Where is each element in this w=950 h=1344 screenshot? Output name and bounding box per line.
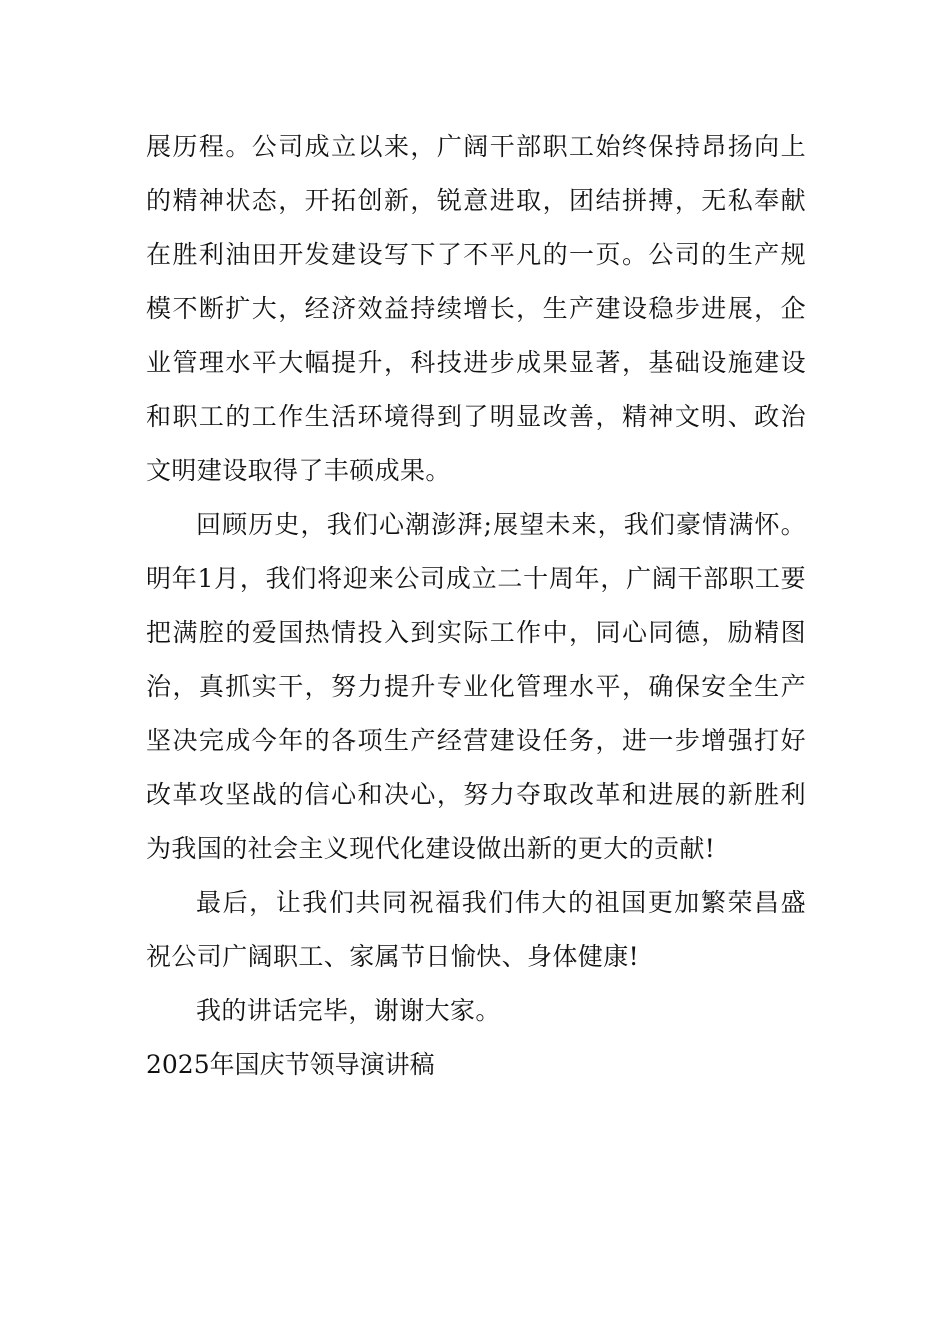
paragraph-line: 模不断扩大，经济效益持续增长，生产建设稳步进展，企 <box>146 294 806 323</box>
paragraph-line: 把满腔的爱国热情投入到实际工作中，同心同德，励精图 <box>146 618 806 647</box>
paragraph-line: 我的讲话完毕，谢谢大家。 <box>196 996 501 1025</box>
paragraph-line: 治，真抓实干，努力提升专业化管理水平，确保安全生产 <box>146 672 806 701</box>
paragraph-line: 在胜利油田开发建设写下了不平凡的一页。公司的生产规 <box>146 240 806 269</box>
paragraph-line: 的精神状态，开拓创新，锐意进取，团结拼搏，无私奉献 <box>146 186 806 215</box>
paragraph-line: 明年1月，我们将迎来公司成立二十周年，广阔干部职工要 <box>146 564 806 593</box>
document-title-line: 2025年国庆节领导演讲稿 <box>146 1050 435 1079</box>
paragraph-line: 祝公司广阔职工、家属节日愉快、身体健康! <box>146 942 640 971</box>
paragraph-line: 展历程。公司成立以来，广阔干部职工始终保持昂扬向上 <box>146 132 806 161</box>
document-body <box>146 120 806 1092</box>
paragraph-line: 改革攻坚战的信心和决心，努力夺取改革和进展的新胜利 <box>146 780 806 809</box>
paragraph-line: 坚决完成今年的各项生产经营建设任务，进一步增强打好 <box>146 726 806 755</box>
paragraph-line: 业管理水平大幅提升，科技进步成果显著，基础设施建设 <box>146 348 806 377</box>
paragraph-line: 回顾历史，我们心潮澎湃;展望未来，我们豪情满怀。 <box>196 510 806 539</box>
paragraph-line: 和职工的工作生活环境得到了明显改善，精神文明、政治 <box>146 402 806 431</box>
paragraph-line: 最后，让我们共同祝福我们伟大的祖国更加繁荣昌盛 <box>196 888 806 917</box>
paragraph-line: 为我国的社会主义现代化建设做出新的更大的贡献! <box>146 834 716 863</box>
paragraph-line: 文明建设取得了丰硕成果。 <box>146 456 451 485</box>
